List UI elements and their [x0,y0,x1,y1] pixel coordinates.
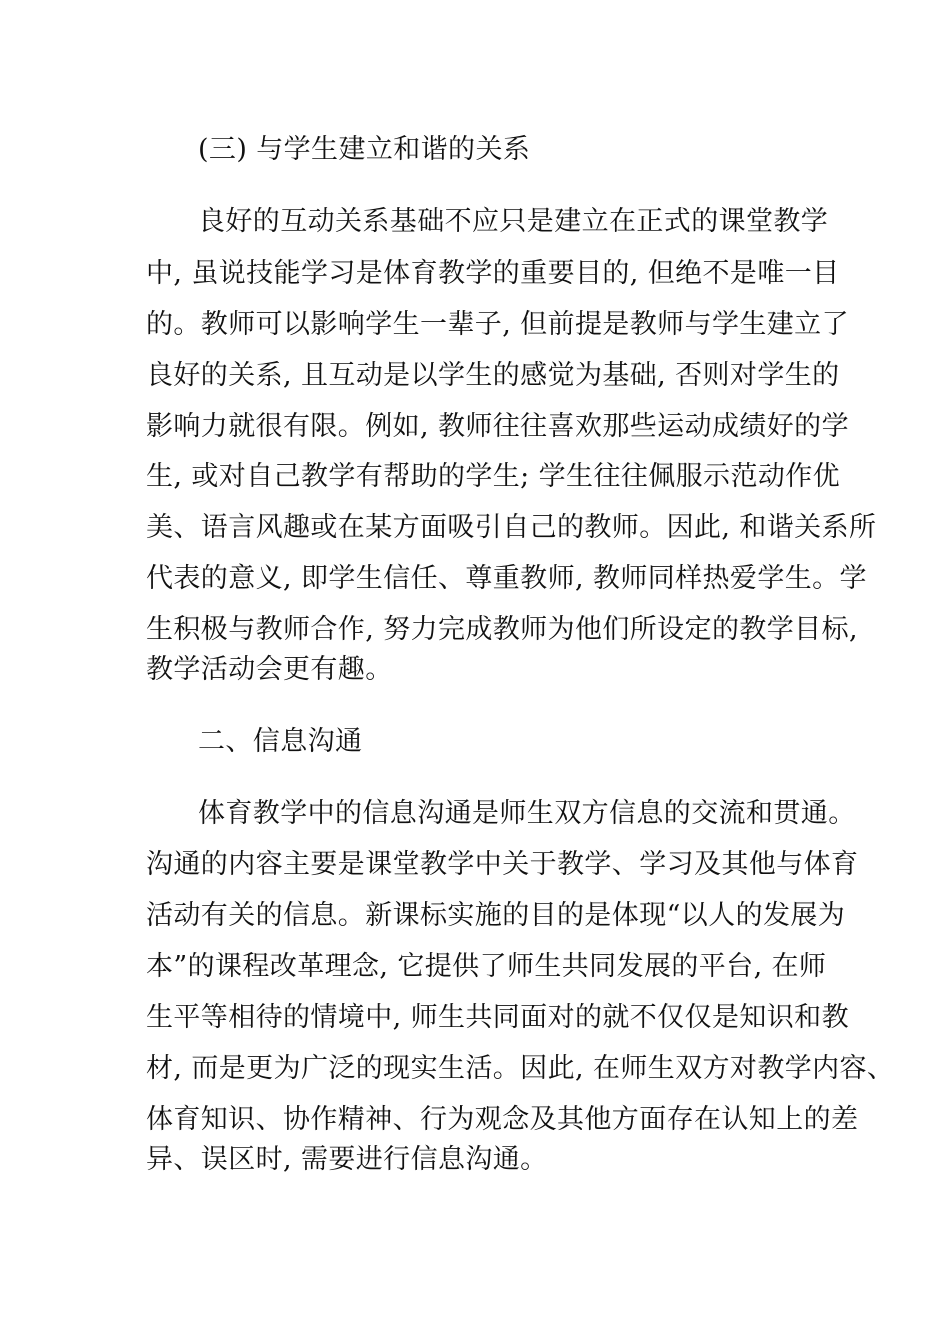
paragraph-line: 沟通的内容主要是课堂教学中关于教学、学习及其他与体育 [146,849,859,880]
paragraph-line: 良好的关系, 且互动是以学生的感觉为基础, 否则对学生的 [146,360,840,391]
paragraph-line: 体育教学中的信息沟通是师生双方信息的交流和贯通。 [198,798,856,829]
paragraph-line: 生, 或对自己教学有帮助的学生; 学生往往佩服示范动作优 [146,461,841,492]
paragraph-line: 体育知识、协作精神、行为观念及其他方面存在认知上的差 [146,1104,859,1135]
paragraph-line: 教学活动会更有趣。 [146,654,393,685]
paragraph-line: 本”的课程改革理念, 它提供了师生共同发展的平台, 在师 [146,951,827,982]
paragraph-line: 的。教师可以影响学生一辈子, 但前提是教师与学生建立了 [146,309,849,340]
paragraph-line: 活动有关的信息。新课标实施的目的是体现“以人的发展为 [146,900,846,931]
paragraph-line: 美、语言风趣或在某方面吸引自己的教师。因此, 和谐关系所 [146,512,877,543]
paragraph-line: 中, 虽说技能学习是体育教学的重要目的, 但绝不是唯一目 [146,258,840,289]
paragraph-line: 生平等相待的情境中, 师生共同面对的就不仅仅是知识和教 [146,1002,849,1033]
paragraph-line: 良好的互动关系基础不应只是建立在正式的课堂教学 [198,206,829,237]
paragraph-line: 代表的意义, 即学生信任、尊重教师, 教师同样热爱学生。学 [146,563,867,594]
paragraph-line: 材, 而是更为广泛的现实生活。因此, 在师生双方对教学内容、 [146,1053,895,1084]
paragraph-line: 影响力就很有限。例如, 教师往往喜欢那些运动成绩好的学 [146,411,849,442]
section-heading-harmonious-relationship: (三) 与学生建立和谐的关系 [198,134,531,165]
paragraph-line: 生积极与教师合作, 努力完成教师为他们所设定的教学目标, [146,614,858,645]
paragraph-line: 异、误区时, 需要进行信息沟通。 [146,1144,548,1175]
section-heading-information-communication: 二、信息沟通 [198,726,363,757]
